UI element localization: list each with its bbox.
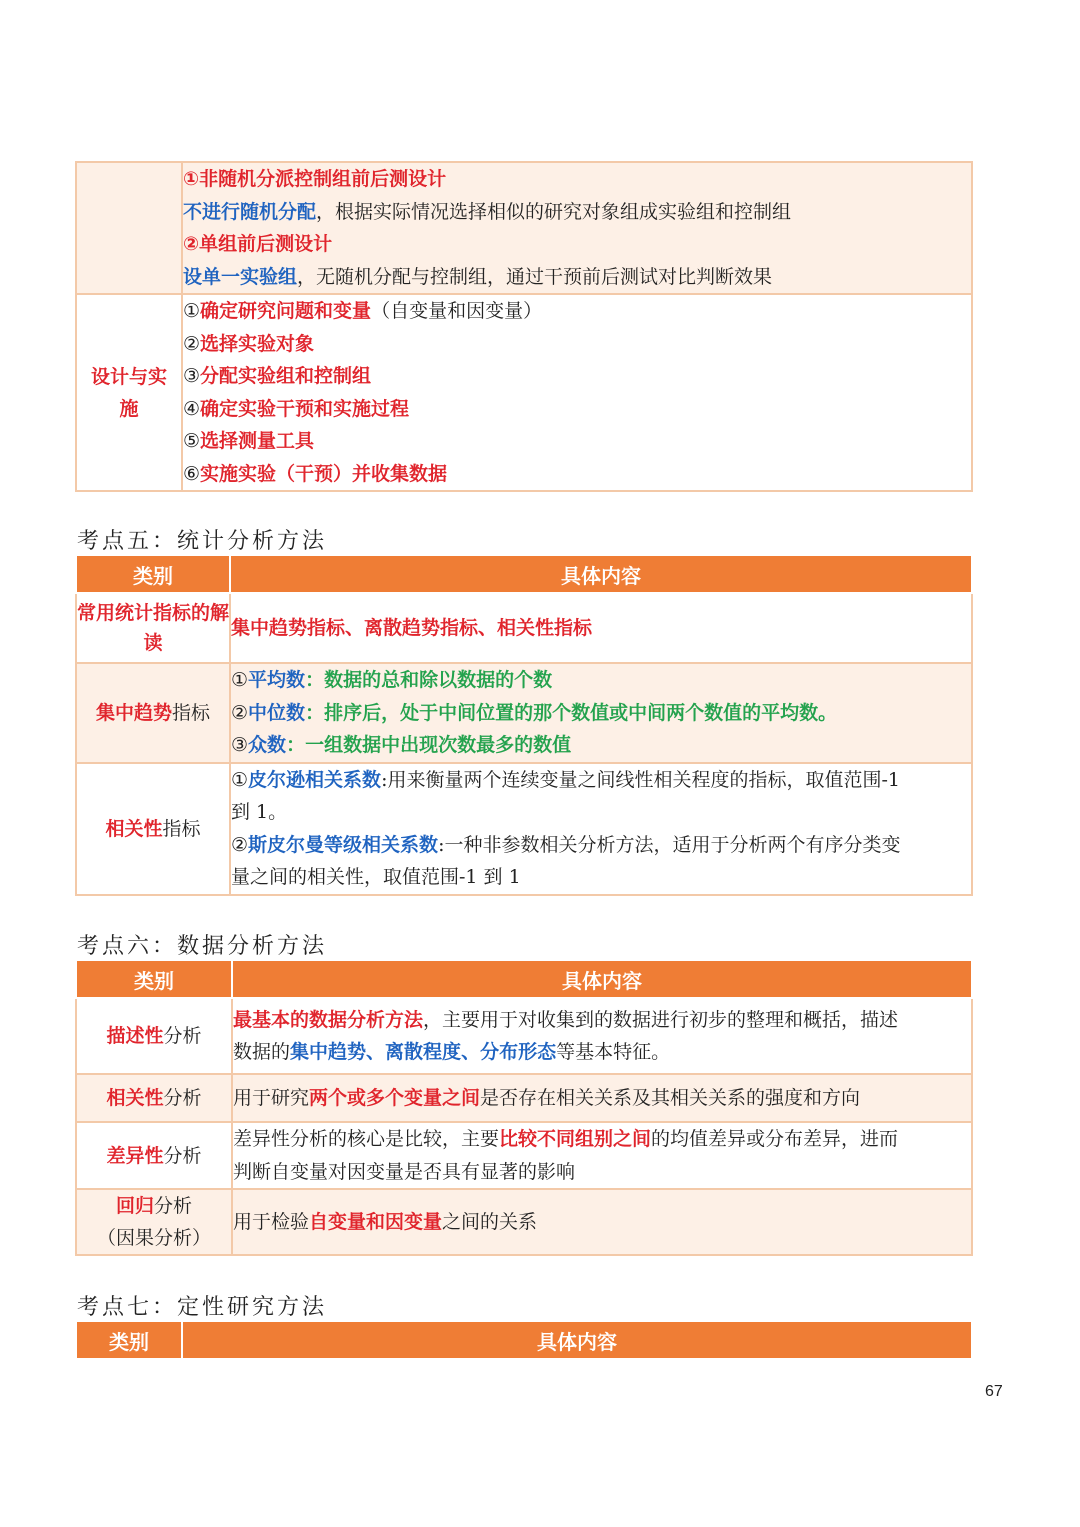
table-row [76,1122,972,1189]
header-category: 类别 [76,555,230,593]
central-tendency-item: ②中位数：排序后，处于中间位置的那个数值或中间两个数值的平均数。 [231,701,838,724]
section-title: 考点六：数据分析方法 [77,934,328,959]
content-cell [230,663,972,763]
content-cell: 差异性分析的核心是比较，主要比较不同组别之间的均值差异或分布差异，进而 判断自变量对因变量是否具有显著的影响 [232,1122,972,1189]
category-cell: 设计与实施 [76,294,182,491]
content-cell [182,294,972,491]
design-title-1: ①非随机分派控制组前后测设计 [183,168,447,190]
design-step: ②选择实验对象 [183,332,315,355]
category-cell: 回归分析 （因果分析） [76,1189,232,1255]
spearman-line-1: ②斯皮尔曼等级相关系数:一种非参数相关分析方法，适用于分析两个有序分类变 [231,833,901,856]
header-content: 具体内容 [182,1321,972,1359]
content-cell: 用于研究两个或多个变量之间是否存在相关关系及其相关关系的强度和方向 [232,1074,972,1122]
top-table [75,161,973,492]
content-cell: 用于检验自变量和因变量之间的关系 [232,1189,972,1255]
design-step: ④确定实验干预和实施过程 [183,397,410,420]
design-step: ⑤选择测量工具 [183,430,315,452]
table-row [76,162,972,294]
design-step: ①确定研究问题和变量（自变量和因变量） [183,300,543,322]
table-row [76,1189,972,1255]
content-cell: 最基本的数据分析方法，主要用于对收集到的数据进行初步的整理和概括，描述 数据的集中趋势、离散程度、分布形态等基本特征。 [232,998,972,1074]
category-cell: 相关性分析 [76,1074,232,1122]
analysis-table [75,959,973,1256]
table-row [76,294,972,491]
table-row [76,593,972,663]
page-number: 67 [985,1383,1003,1400]
central-tendency-item: ①平均数：数据的总和除以数据的个数 [231,669,553,691]
section-title: 考点七：定性研究方法 [77,1295,328,1320]
content-cell [230,763,972,895]
table-header [76,1321,972,1359]
design-desc-1: 不进行随机分配，根据实际情况选择相似的研究对象组成实验组和控制组 [183,200,792,223]
table-header [76,555,972,593]
header-content: 具体内容 [230,555,972,593]
header-content: 具体内容 [232,960,972,998]
category-cell [76,162,182,294]
category-cell: 相关性指标 [76,763,230,895]
category-cell: 差异性分析 [76,1122,232,1189]
stats-table [75,554,973,896]
table-header [76,960,972,998]
spearman-line-2: 量之间的相关性，取值范围-1 到 1 [231,866,521,888]
pearson-line-2: 到 1。 [231,801,288,823]
table-row [76,998,972,1074]
category-cell: 集中趋势指标 [76,663,230,763]
central-tendency-item: ③众数：一组数据中出现次数最多的数值 [231,734,572,756]
category-cell: 描述性分析 [76,998,232,1074]
category-cell: 常用统计指标的解读 [76,593,230,663]
table-row [76,763,972,895]
qualitative-table [75,1320,973,1360]
section-title: 考点五：统计分析方法 [77,529,328,554]
header-category: 类别 [76,960,232,998]
design-step: ③分配实验组和控制组 [183,365,372,387]
design-title-2: ②单组前后测设计 [183,233,333,255]
content-cell: 集中趋势指标、离散趋势指标、相关性指标 [230,593,972,663]
table-row [76,1074,972,1122]
header-category: 类别 [76,1321,182,1359]
pearson-line-1: ①皮尔逊相关系数:用来衡量两个连续变量之间线性相关程度的指标，取值范围-1 [231,768,900,791]
table-row [76,663,972,763]
design-step: ⑥实施实验（干预）并收集数据 [183,462,448,485]
design-desc-2: 设单一实验组，无随机分配与控制组，通过干预前后测试对比判断效果 [183,265,773,288]
content-cell [182,162,972,294]
